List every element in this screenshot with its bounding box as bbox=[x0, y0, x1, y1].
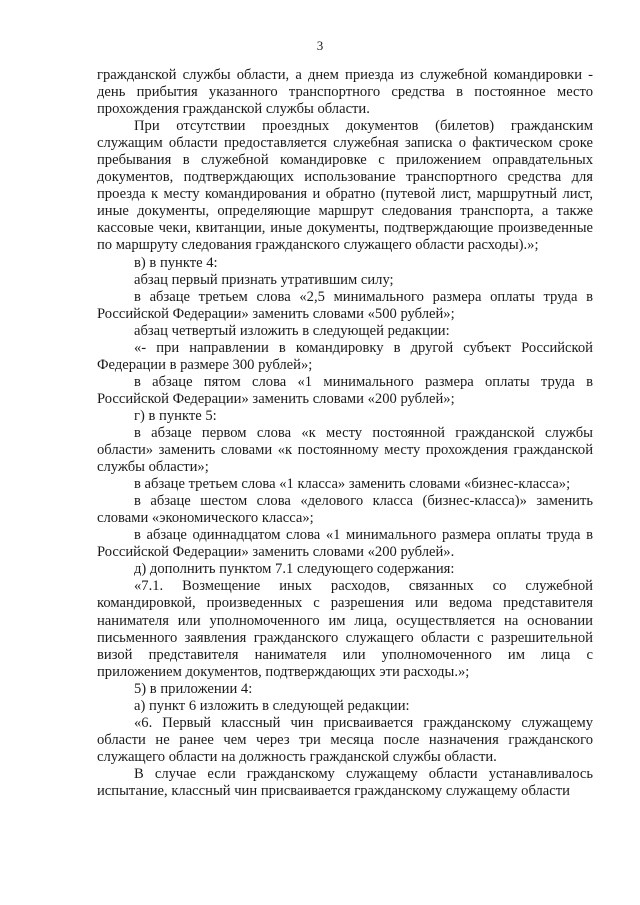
paragraph: «6. Первый классный чин присваивается гражданскому служащему области не ранее чем через три месяца после назначения гражданского служащего области на должность гражданской службы области. bbox=[97, 714, 593, 765]
paragraph: в абзаце шестом слова «делового класса (бизнес-класса)» заменить словами «экономического класса»; bbox=[97, 493, 593, 527]
paragraph: в абзаце первом слова «к месту постоянной гражданской службы области» заменить словами «к постоянному месту прохождения гражданской службы области»; bbox=[97, 424, 593, 476]
paragraph: В случае если гражданскому служащему области устанавливалось испытание, классный чин присваивается гражданскому служащему области bbox=[97, 765, 593, 799]
page-number: 3 bbox=[316, 38, 324, 53]
paragraph: в абзаце третьем слова «2,5 минимального размера оплаты труда в Российской Федерации» заменить словами «500 рублей»; bbox=[97, 288, 593, 322]
paragraph: абзац четвертый изложить в следующей редакции: bbox=[134, 322, 450, 339]
paragraph: гражданской службы области, а днем приезда из служебной командировки - день прибытия указанного транспортного средства в постоянное место прохождения гражданской службы области. bbox=[97, 67, 593, 118]
paragraph: абзац первый признать утратившим силу; bbox=[134, 271, 394, 288]
paragraph: в абзаце пятом слова «1 минимального размера оплаты труда в Российской Федерации» заменить словами «200 рублей»; bbox=[97, 373, 593, 407]
paragraph: д) дополнить пунктом 7.1 следующего содержания: bbox=[134, 561, 455, 578]
paragraph: в абзаце третьем слова «1 класса» заменить словами «бизнес-класса»; bbox=[134, 476, 571, 493]
paragraph: а) пункт 6 изложить в следующей редакции: bbox=[134, 697, 410, 714]
paragraph: г) в пункте 5: bbox=[134, 407, 217, 424]
paragraph: 5) в приложении 4: bbox=[134, 680, 253, 697]
paragraph: в абзаце одиннадцатом слова «1 минимального размера оплаты труда в Российской Федерации» заменить словами «200 рублей». bbox=[97, 527, 593, 561]
paragraph: При отсутствии проездных документов (билетов) гражданским служащим области предоставляется служебная записка о фактическом сроке пребывания в служебной командировке с приложением оправдательных документов, подтверждающих использование транспортного средства для проезда к месту командирования и обратно (путевой лист, маршрутный лист, иные документы, определяющие маршрут следования транспорта, а также кассовые чеки, квитанции, иные документы, подтверждающие произведенные по маршруту следования гражданского служащего области расходы).»; bbox=[97, 118, 593, 254]
paragraph: «- при направлении в командировку в другой субъект Российской Федерации в размере 300 рублей»; bbox=[97, 339, 593, 373]
paragraph: в) в пункте 4: bbox=[134, 254, 218, 271]
document-body bbox=[97, 67, 593, 800]
paragraph: «7.1. Возмещение иных расходов, связанных со служебной командировкой, произведенных с разрешения или ведома представителя нанимателя или уполномоченного им лица, осуществляется на основании письменного заявления гражданского служащего области с разрешительной визой представителя нанимателя или уполномоченного им лица с приложением документов, подтверждающих эти расходы.»; bbox=[97, 578, 593, 680]
